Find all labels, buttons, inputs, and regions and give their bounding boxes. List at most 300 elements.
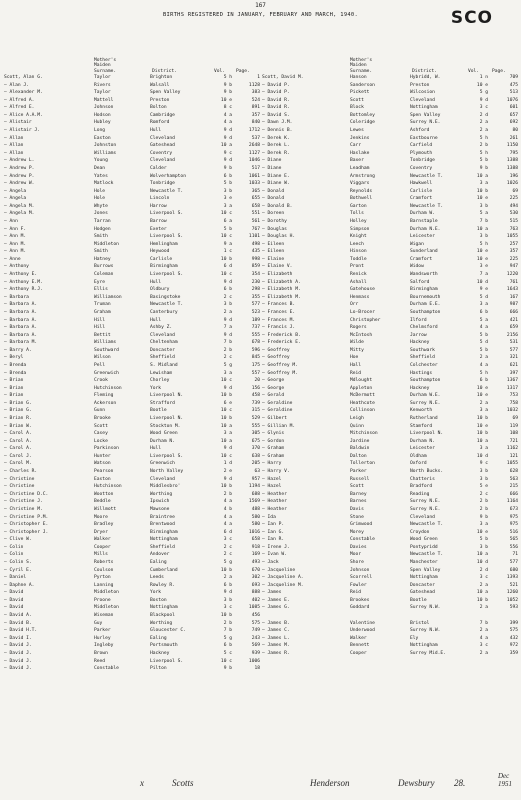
child-name: — Ian P.	[262, 522, 285, 528]
mother-maiden-surname: Sanderson	[350, 82, 375, 88]
district: Bolton	[150, 105, 167, 111]
district: Ealing	[150, 560, 167, 565]
mother-maiden-surname: Young	[94, 158, 108, 164]
volume: 7 b	[479, 218, 488, 224]
page: 721	[509, 438, 518, 444]
district: Preston	[150, 97, 170, 103]
page: 680	[509, 567, 518, 573]
district: Doncaster	[410, 582, 435, 588]
district: Southampton	[410, 309, 441, 315]
volume: 4 a	[223, 499, 232, 505]
page: 739	[251, 400, 260, 406]
handwritten-note: 28.	[454, 778, 466, 788]
table-row	[4, 173, 262, 181]
district: Wilcosion	[410, 90, 435, 96]
child-name: — Andrew P.	[4, 173, 35, 179]
table-row	[262, 483, 520, 491]
table-row	[262, 157, 520, 165]
volume: 3 c	[479, 105, 488, 111]
volume: 3 b	[479, 544, 488, 550]
child-name: — Colin	[4, 544, 24, 550]
page: 2648	[248, 143, 260, 149]
volume: 10 d	[476, 279, 488, 285]
district: Liverpool S.	[150, 272, 184, 278]
mother-maiden-surname: Hoe	[350, 355, 359, 361]
page: 494	[509, 203, 518, 209]
district: Gateshead	[410, 590, 435, 596]
volume: 2 c	[223, 552, 232, 558]
table-row	[262, 339, 520, 347]
page: 1055	[506, 461, 518, 467]
volume: 4 a	[223, 522, 232, 528]
volume: 6 d	[223, 264, 232, 270]
child-name: — David J.	[4, 643, 32, 649]
table-row	[4, 385, 262, 393]
child-name: — Elaine	[262, 256, 285, 262]
mother-maiden-surname: Dalton	[350, 453, 367, 459]
mother-maiden-surname: Watson	[94, 461, 111, 467]
page: 370	[251, 446, 260, 452]
mother-maiden-surname: Stone	[350, 514, 364, 520]
volume: 4 a	[223, 112, 232, 118]
district: Hull	[150, 279, 162, 285]
left-column	[4, 38, 262, 673]
volume: 9 b	[223, 165, 232, 171]
table-row	[4, 476, 262, 484]
volume: 5 e	[479, 484, 488, 490]
page: 1076	[506, 97, 518, 103]
mother-maiden-surname: Hinson	[350, 249, 367, 255]
child-name: — Ian R.	[262, 537, 285, 543]
table-row	[262, 301, 520, 309]
volume: 10 e	[476, 529, 488, 535]
page: 243	[251, 635, 260, 641]
child-name: — Anne	[4, 256, 21, 262]
district: Harrow	[150, 203, 167, 209]
district: Leicester	[410, 234, 435, 240]
header-vol: Vol.	[214, 68, 226, 74]
child-name: — David H.T.	[4, 628, 38, 634]
table-row	[262, 127, 520, 135]
child-name: — Christine	[4, 476, 35, 482]
mother-maiden-surname: Leadham	[350, 165, 370, 171]
page: 205	[251, 461, 260, 467]
district: Nottingham	[410, 575, 438, 581]
district: Durham N.	[150, 438, 175, 444]
handwritten-note: Dewsbury	[398, 778, 435, 788]
table-row	[262, 445, 520, 453]
page: 657	[509, 112, 518, 118]
mother-maiden-surname: Bottomley	[350, 112, 375, 118]
child-name: — Elizabeth M.	[262, 294, 301, 300]
district: Worthing	[150, 491, 173, 497]
volume: 2 a	[479, 355, 488, 361]
page: 580	[251, 514, 260, 520]
child-name: — Allan	[4, 150, 24, 156]
volume: 1 n	[479, 75, 488, 80]
page: 749	[251, 628, 260, 634]
table-row	[262, 89, 520, 97]
mother-maiden-surname: Ellis	[94, 287, 108, 293]
district: Canterbury	[150, 309, 178, 315]
volume: 9 d	[479, 97, 488, 103]
district: Brighton	[150, 75, 173, 80]
page: 1046	[248, 158, 260, 164]
page: 1220	[506, 272, 518, 278]
volume: 4 a	[479, 362, 488, 368]
mother-maiden-surname: Wootton	[94, 491, 114, 497]
child-name: — Graham	[262, 446, 285, 452]
district: Hull	[150, 317, 162, 323]
volume: 2 d	[479, 567, 488, 573]
district: Blackpool	[150, 613, 175, 619]
volume: 3 c	[479, 575, 488, 581]
volume: 5 h	[479, 370, 488, 376]
district: Hemlingham	[150, 241, 178, 247]
mother-maiden-surname: Hurley	[94, 635, 111, 641]
district: Hull	[150, 446, 162, 452]
mother-maiden-surname: Wiseman	[94, 613, 114, 619]
volume: 3 a	[223, 203, 232, 209]
child-name: — Dennis B.	[262, 128, 293, 134]
page: 621	[509, 362, 518, 368]
page: 596	[251, 347, 260, 353]
table-row	[4, 203, 262, 211]
volume: 9 d	[223, 317, 232, 323]
page: 1032	[506, 408, 518, 414]
mother-maiden-surname: Ackerson	[94, 400, 117, 406]
table-row	[4, 226, 262, 234]
page: 709	[509, 75, 518, 80]
volume: 3 b	[223, 597, 232, 603]
district: York	[150, 385, 162, 391]
page: 761	[509, 279, 518, 285]
child-name: — Alfred A.	[4, 97, 35, 103]
child-name: — Barbara A.	[4, 317, 38, 323]
page: 659	[509, 325, 518, 331]
child-name: — Brian	[4, 378, 24, 384]
mother-maiden-surname: Parker	[94, 628, 111, 634]
district: Rutherland	[410, 416, 438, 422]
mother-maiden-surname: Cooper	[94, 544, 111, 550]
mother-maiden-surname: Constable	[94, 666, 119, 672]
district: Ashby Z.	[150, 325, 173, 331]
mother-maiden-surname: Greenwich	[94, 370, 119, 376]
volume: 3 e	[479, 264, 488, 270]
mother-maiden-surname: Johnston	[94, 143, 117, 149]
mother-maiden-surname: Williamson	[94, 294, 122, 300]
district: Cumberland	[150, 567, 178, 573]
table-row	[4, 468, 262, 476]
table-row	[262, 377, 520, 385]
table-row	[262, 498, 520, 506]
table-row	[262, 476, 520, 484]
child-name: — Barbara A.	[4, 309, 38, 315]
mother-maiden-surname: Henmass	[350, 294, 370, 300]
table-row	[4, 309, 262, 317]
mother-maiden-surname: Grimwood	[350, 522, 373, 528]
table-row	[262, 536, 520, 544]
district: Hull	[150, 128, 162, 134]
child-name: — Alan J.	[4, 82, 29, 88]
mother-maiden-surname: Hutchinson	[94, 385, 122, 391]
district: Carlisle	[150, 256, 173, 262]
table-row	[4, 514, 262, 522]
page: 678	[251, 340, 260, 346]
child-name: — Geoffrey M.	[262, 362, 298, 368]
mother-maiden-surname: Rogers	[350, 325, 367, 331]
volume: 6 a	[223, 218, 232, 224]
mother-maiden-surname: Pearson	[94, 469, 114, 475]
child-name: — James E.	[262, 597, 290, 603]
child-name: — Jack	[262, 560, 279, 565]
table-row	[262, 165, 520, 173]
page: 523	[251, 309, 260, 315]
district: Sunderland	[410, 249, 438, 255]
mother-maiden-surname: Eyre	[94, 279, 106, 285]
mother-maiden-surname: Mills	[94, 552, 108, 558]
mother-maiden-surname: Parker	[350, 469, 367, 475]
district: Exeter	[150, 226, 167, 232]
mother-maiden-surname: Dryer	[94, 529, 108, 535]
table-row	[4, 551, 262, 559]
child-name: — David B.	[4, 620, 32, 626]
page: 1006	[248, 658, 260, 664]
child-name: — Brenda	[4, 362, 27, 368]
volume: 4 b	[223, 506, 232, 512]
district: Mawsone	[150, 506, 170, 512]
mother-maiden-surname: Moore	[94, 514, 108, 520]
mother-maiden-surname: Cooper	[350, 650, 367, 656]
child-name: — Heather	[262, 506, 287, 512]
page: 601	[509, 105, 518, 111]
mother-maiden-surname: Pell	[94, 362, 106, 368]
page: 845	[251, 355, 260, 361]
volume: 10 a	[476, 438, 488, 444]
page: 561	[251, 218, 260, 224]
volume: 10 b	[476, 597, 488, 603]
child-name: — David	[4, 597, 24, 603]
table-row	[4, 642, 262, 650]
table-row	[262, 210, 520, 218]
child-name: — Harry V.	[262, 469, 290, 475]
table-row	[262, 559, 520, 567]
page: 692	[509, 120, 518, 126]
child-name: — Barbara	[4, 294, 29, 300]
district: Cramfort	[410, 256, 433, 262]
page: 321	[509, 355, 518, 361]
district: Surrey N.E.	[410, 499, 441, 505]
mother-maiden-surname: Graham	[94, 309, 111, 315]
child-name: — David J.	[4, 666, 32, 672]
child-name: — David A.	[4, 613, 32, 619]
district: Durham E.E.	[410, 302, 441, 308]
table-row	[4, 157, 262, 165]
volume: 2 c	[223, 294, 232, 300]
child-name: — Anthony R.J.	[4, 287, 43, 293]
district: Bootle	[150, 408, 167, 414]
page: 302	[251, 575, 260, 581]
page: 1061	[248, 173, 260, 179]
handwritten-note: Henderson	[310, 778, 350, 788]
page: 1	[257, 75, 260, 80]
district: Walsall	[150, 82, 170, 88]
district: Spen Valley	[410, 567, 441, 573]
mother-maiden-surname: Scott	[94, 423, 108, 429]
district: Wigan	[410, 241, 424, 247]
table-row	[262, 423, 520, 431]
table-row	[262, 400, 520, 408]
child-name: — Eileen	[262, 241, 285, 247]
child-name: — Brian G.	[4, 400, 32, 406]
mother-maiden-surname: Leigh	[350, 416, 364, 422]
page: 215	[509, 484, 518, 490]
mother-maiden-surname: Russell	[350, 476, 370, 482]
volume: 2 b	[223, 620, 232, 626]
page: 975	[509, 522, 518, 528]
table-row	[262, 582, 520, 590]
district: Cleveland	[150, 158, 175, 164]
district: Birmingham	[410, 287, 438, 293]
volume: 7 a	[223, 325, 232, 331]
table-row	[262, 203, 520, 211]
table-row	[262, 491, 520, 499]
child-name: — Brian	[4, 385, 24, 391]
mother-maiden-surname: Long	[94, 128, 106, 134]
mother-maiden-surname: Smith	[94, 234, 108, 240]
volume: 2 a	[479, 605, 488, 611]
volume: 5 b	[479, 332, 488, 338]
district: Cleveland	[150, 332, 175, 338]
volume: 5 g	[223, 560, 232, 565]
mother-maiden-surname: Williams	[94, 340, 117, 346]
child-name: — David S.	[262, 112, 290, 118]
handwritten-note: x	[140, 778, 144, 788]
page: 359	[509, 650, 518, 656]
page: 670	[251, 567, 260, 573]
volume: 1 c	[223, 249, 232, 255]
page: 530	[509, 211, 518, 217]
table-row	[4, 582, 262, 590]
child-name: — David P.	[262, 90, 290, 96]
table-row	[262, 74, 520, 82]
child-name: — David I.	[4, 635, 32, 641]
table-row	[4, 574, 262, 582]
volume: 9 b	[223, 666, 232, 672]
mother-maiden-surname: Reed	[94, 658, 106, 664]
table-row	[4, 104, 262, 112]
page: 230	[251, 279, 260, 285]
mother-maiden-surname: Walker	[350, 635, 367, 641]
district: Hawkwell	[410, 181, 433, 187]
mother-maiden-surname: Haslake	[350, 150, 370, 156]
mother-maiden-surname: Coleman	[94, 272, 114, 278]
table-row	[4, 142, 262, 150]
volume: 2 c	[223, 355, 232, 361]
page: 859	[251, 264, 260, 270]
page: 593	[509, 605, 518, 611]
district: Lincoln	[150, 196, 170, 202]
child-name: — Dorothy	[262, 218, 287, 224]
volume: 3 a	[479, 522, 488, 528]
district: Liverpool S.	[150, 211, 184, 217]
page: 456	[251, 613, 260, 619]
mother-maiden-surname: Beddle	[94, 499, 111, 505]
page: 1164	[506, 499, 518, 505]
child-name: — Christopher J.	[4, 529, 49, 535]
district: Ely	[410, 635, 419, 641]
table-row	[4, 604, 262, 612]
district: Liverpool N.	[150, 416, 184, 422]
volume: 5 g	[223, 635, 232, 641]
volume: 9 b	[223, 90, 232, 96]
mother-maiden-surname: Mitchinson	[350, 431, 378, 437]
volume: 3 b	[223, 302, 232, 308]
header-mother-maiden-surname: Mother's Maiden Surname.	[94, 57, 117, 74]
district: S. Midland	[150, 362, 178, 368]
table-row	[262, 248, 520, 256]
child-name: — Angela	[4, 196, 27, 202]
table-row	[4, 150, 262, 158]
district: York	[150, 590, 162, 596]
table-row	[4, 89, 262, 97]
volume: 10 d	[476, 560, 488, 565]
volume: 9 d	[223, 279, 232, 285]
district: Hackney	[410, 340, 430, 346]
mother-maiden-surname: Mdlought	[350, 378, 373, 384]
page: 658	[251, 537, 260, 543]
child-name: — Ann M.	[4, 234, 27, 240]
volume: 10 b	[220, 393, 232, 399]
volume: 3 c	[223, 537, 232, 543]
child-name: — George	[262, 385, 285, 391]
mother-maiden-surname: Matlock	[94, 181, 114, 187]
table-row	[4, 460, 262, 468]
volume: 9 c	[223, 150, 232, 156]
child-name: — Elizabeth M.	[262, 287, 301, 293]
volume: 7 b	[223, 628, 232, 634]
page: 1052	[506, 597, 518, 603]
district: Brentwood	[150, 522, 175, 528]
mother-maiden-surname: Moor	[350, 552, 362, 558]
mother-maiden-surname: Roberts	[94, 560, 114, 565]
mother-maiden-surname: Parkinson	[94, 446, 119, 452]
child-name: — Carol A.	[4, 446, 32, 452]
child-name: — Alfred E.	[4, 105, 35, 111]
volume: 10 b	[220, 256, 232, 262]
table-row	[262, 385, 520, 393]
handwritten-note: Dec 1951	[498, 772, 512, 788]
table-row	[262, 514, 520, 522]
child-name: — Ann M.	[4, 249, 27, 255]
child-name: — Barbara A.	[4, 332, 38, 338]
table-row	[4, 491, 262, 499]
child-name: — Donald	[262, 196, 285, 202]
right-rows	[262, 74, 520, 658]
district: Oldham	[410, 453, 427, 459]
child-name: — Anthony	[4, 264, 29, 270]
volume: 5 b	[223, 181, 232, 187]
mother-maiden-surname: Willmott	[94, 506, 117, 512]
header-page: Page.	[492, 68, 506, 74]
mother-maiden-surname: Davis	[350, 506, 364, 512]
volume: 2 b	[223, 347, 232, 353]
district: Wood Green	[150, 431, 178, 437]
table-row	[4, 377, 262, 385]
page: 1643	[506, 287, 518, 293]
child-name: — Allan	[4, 143, 24, 149]
mother-maiden-surname: Hodgen	[94, 226, 111, 232]
